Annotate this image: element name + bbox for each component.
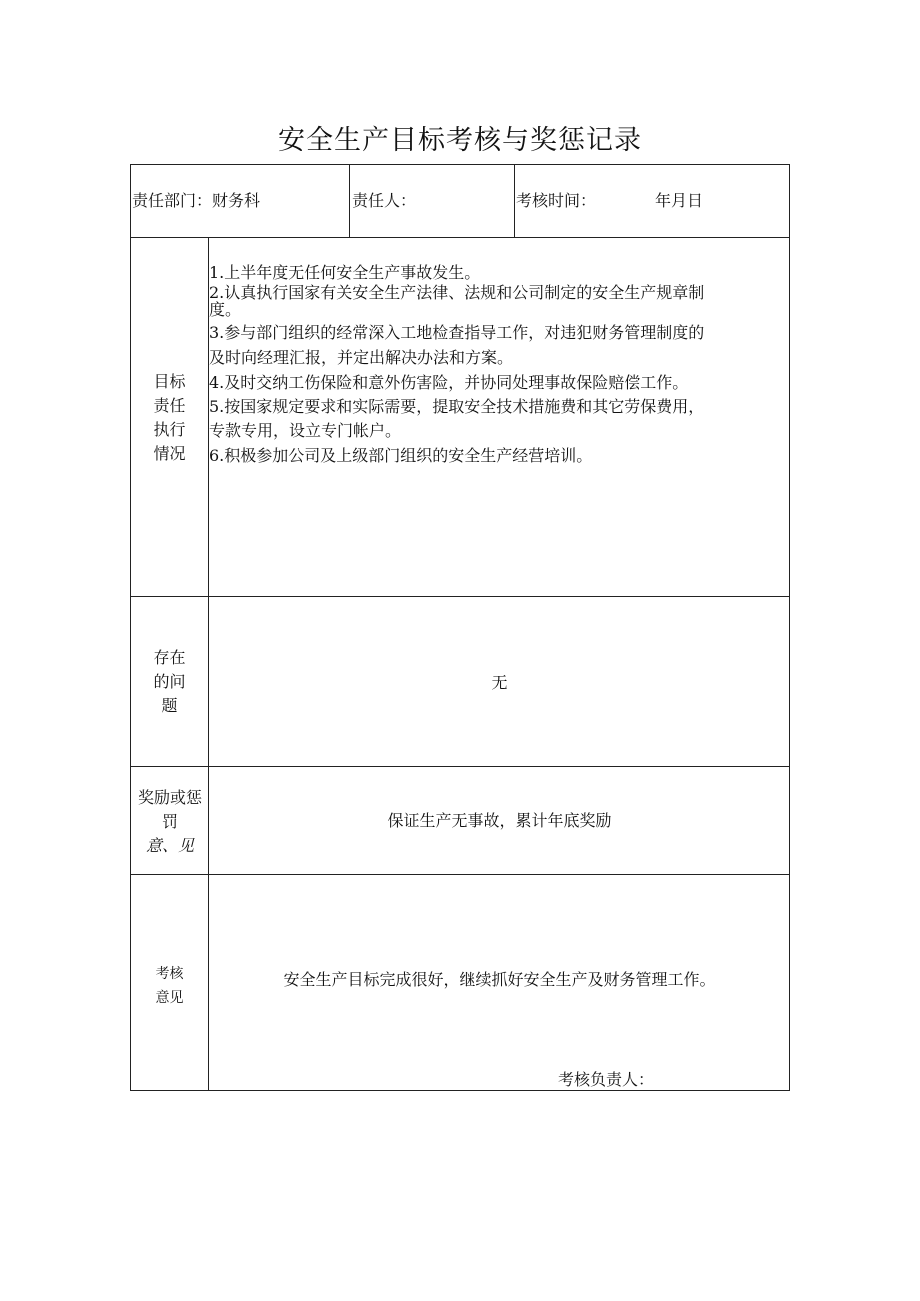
column-divider [514, 164, 515, 238]
row-divider [130, 596, 790, 597]
review-label-line: 考核 [155, 966, 184, 982]
reward-label [131, 786, 209, 858]
reward-label-line: 罚 [161, 812, 178, 831]
goal-item: 专款专用，设立专门帐户。 [209, 421, 402, 440]
goal-item: 4.及时交纳工伤保险和意外伤害险，并协同处理事故保险赔偿工作。 [209, 373, 689, 392]
goal-item: 度。 [209, 300, 242, 319]
reward-value: 保证生产无事故，累计年底奖励 [387, 811, 612, 830]
reviewer-signature-label: 考核负责人： [558, 1070, 655, 1089]
row-divider [130, 237, 790, 238]
reward-label-line: 意、见 [145, 836, 194, 855]
goals-label-line: 情况 [153, 444, 186, 463]
page-title: 安全生产目标考核与奖惩记录 [278, 125, 642, 156]
person-label: 责任人： [352, 191, 417, 210]
goals-label-line: 执行 [153, 420, 186, 439]
problems-value: 无 [491, 673, 508, 692]
row-divider [130, 874, 790, 875]
date-label: 年月日 [655, 191, 704, 210]
goals-label [131, 370, 208, 466]
problems-label-line: 存在 [153, 648, 186, 667]
time-label: 考核时间： [516, 191, 597, 210]
review-label [131, 962, 208, 1010]
goal-item: 6.积极参加公司及上级部门组织的安全生产经营培训。 [209, 446, 593, 465]
goals-list [209, 262, 784, 467]
goal-item: 2.认真执行国家有关安全生产法律、法规和公司制定的安全生产规章制 [209, 283, 705, 302]
goals-label-line: 目标 [153, 372, 186, 391]
review-value: 安全生产目标完成很好，继续抓好安全生产及财务管理工作。 [283, 970, 716, 989]
column-divider [349, 164, 350, 238]
reward-label-line: 奖励或惩 [137, 788, 202, 807]
problems-label-line: 的问 [153, 672, 186, 691]
goal-item: 及时向经理汇报，并定出解决办法和方案。 [209, 348, 514, 367]
goal-item: 1.上半年度无任何安全生产事故发生。 [209, 263, 481, 282]
goals-label-line: 责任 [153, 396, 186, 415]
problems-label [131, 646, 208, 718]
dept-label: 责任部门：财务科 [132, 191, 261, 210]
problems-label-line: 题 [161, 696, 178, 715]
goal-item: 3.参与部门组织的经常深入工地检查指导工作，对违犯财务管理制度的 [209, 323, 705, 342]
review-label-line: 意见 [155, 990, 184, 1006]
goal-item: 5.按国家规定要求和实际需要，提取安全技术措施费和其它劳保费用， [209, 397, 705, 416]
row-divider [130, 766, 790, 767]
